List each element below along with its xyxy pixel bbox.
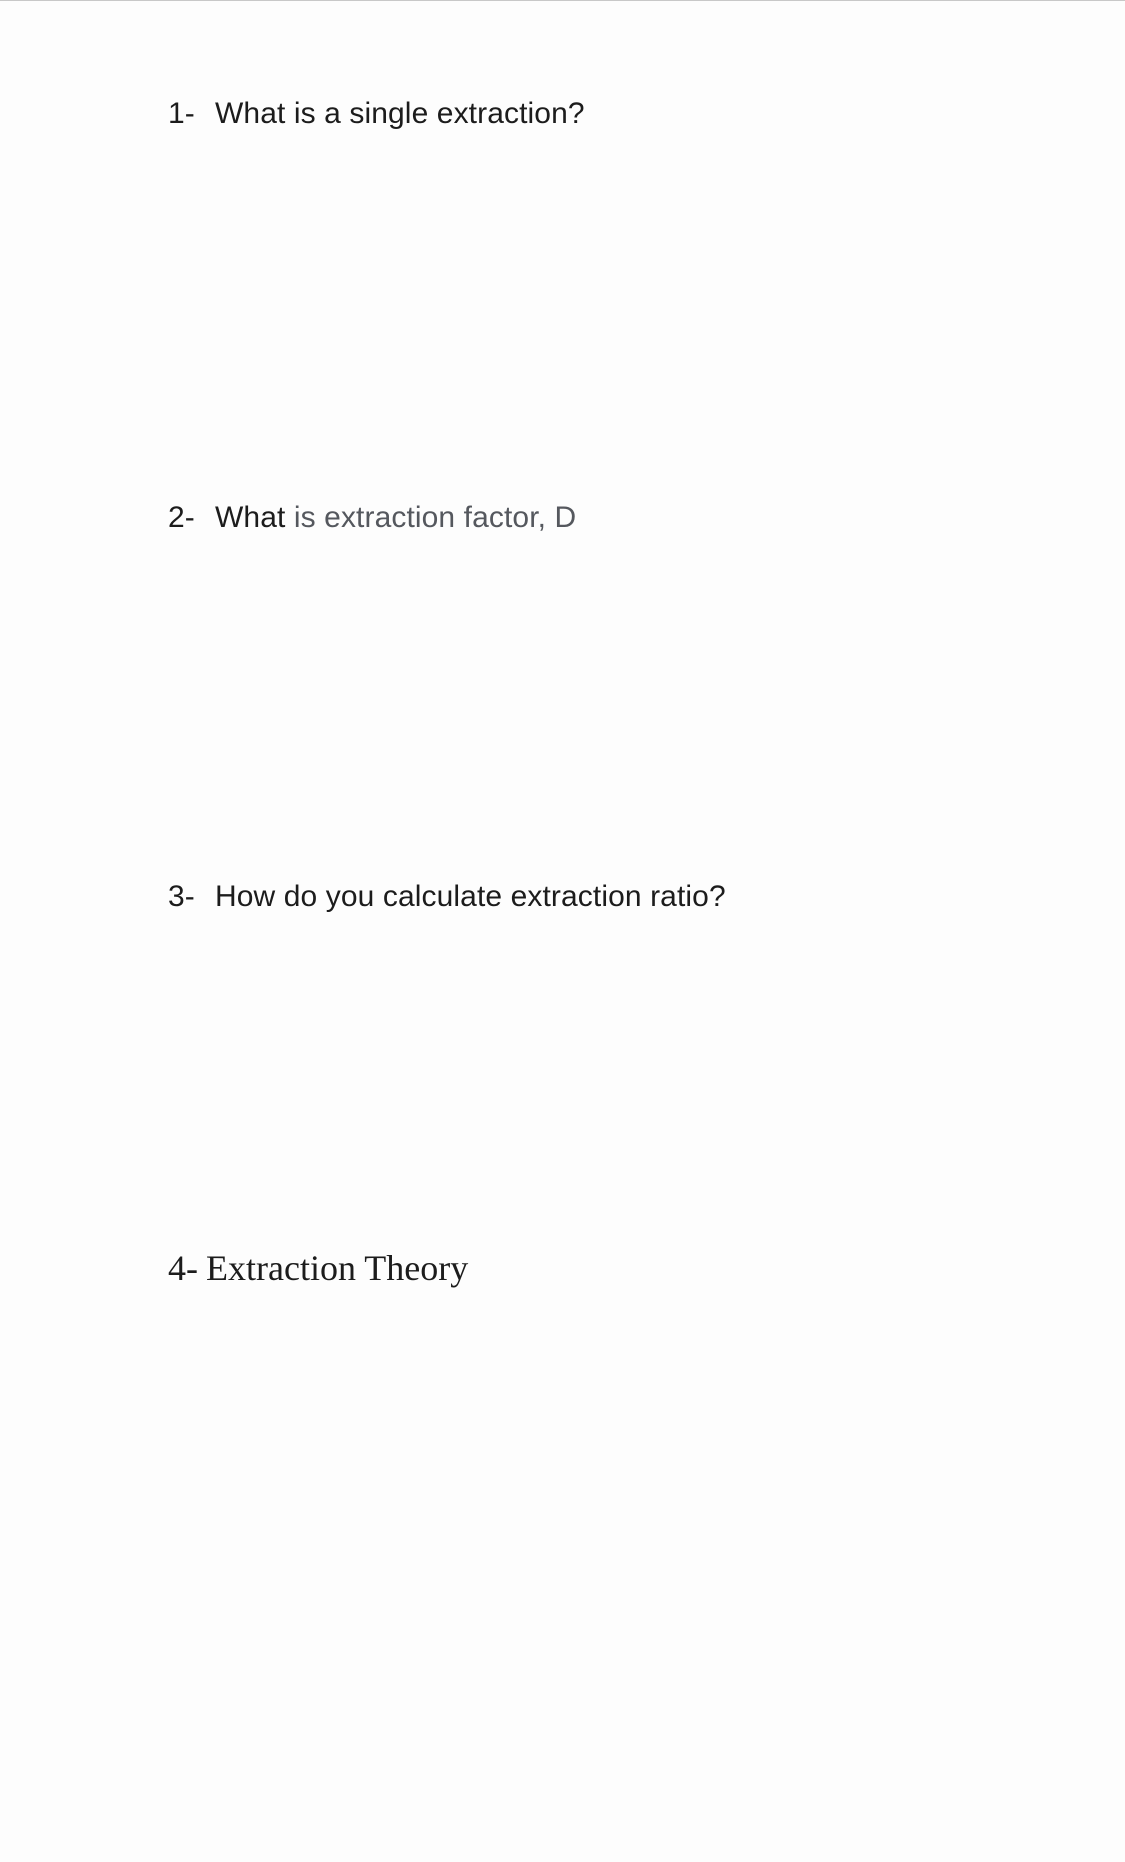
question-3 [168, 880, 726, 914]
question-number: 2- [168, 501, 195, 534]
question-text-dark: What [215, 501, 286, 534]
question-text: How do you calculate extraction ratio? [215, 880, 726, 913]
question-text-light: is extraction factor, D [285, 501, 577, 534]
question-number: 1- [168, 97, 195, 130]
question-1 [168, 97, 585, 131]
question-4 [168, 1247, 468, 1289]
question-text: What is a single extraction? [215, 97, 585, 130]
question-number: 4- [168, 1248, 198, 1288]
top-border [0, 0, 1125, 1]
question-2 [168, 501, 576, 535]
question-number: 3- [168, 880, 195, 913]
question-text: Extraction Theory [206, 1248, 469, 1288]
